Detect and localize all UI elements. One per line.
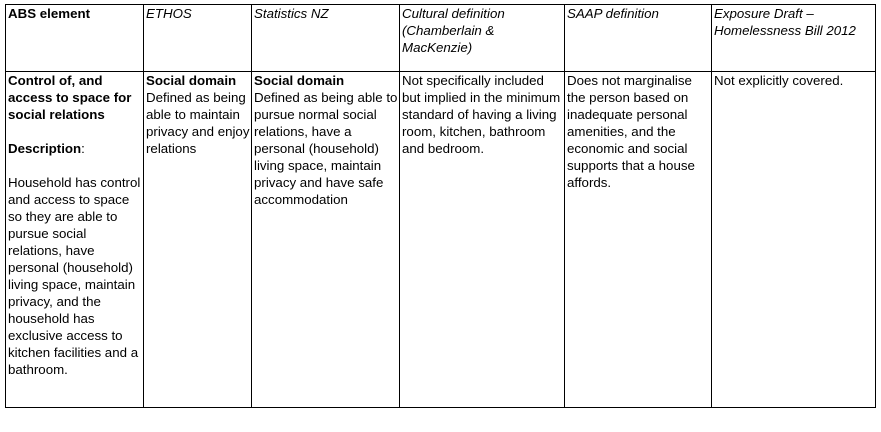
- cell-ethos: [144, 72, 252, 408]
- header-exposure-draft: Exposure Draft – Homelessness Bill 2012: [712, 5, 876, 72]
- table-header-row: [6, 5, 876, 72]
- description-text: Household has control and access to space so they are able to pursue social relations, have personal (household) living space, maintain privacy, and the household has exclusive access to kitchen facilities and a bathroom.: [8, 175, 141, 377]
- cell-abs-element: [6, 72, 144, 408]
- spacer: [8, 157, 143, 174]
- exposure-text: Not explicitly covered.: [714, 73, 844, 88]
- ethos-heading: Social domain: [146, 73, 237, 88]
- spacer: [8, 123, 143, 140]
- header-abs-element: ABS element: [6, 5, 144, 72]
- description-label: Description: [8, 141, 82, 156]
- header-cultural-definition: Cultural definition (Chamberlain & MacKenzie): [400, 5, 565, 72]
- header-statistics-nz: Statistics NZ: [252, 5, 400, 72]
- table-row: [6, 72, 876, 408]
- cell-statistics-nz: [252, 72, 400, 408]
- cell-exposure-draft: [712, 72, 876, 408]
- description-heading: [8, 140, 143, 157]
- ethos-text: Defined as being able to maintain privacy and enjoy relations: [146, 90, 250, 156]
- header-saap-definition: SAAP definition: [565, 5, 712, 72]
- saap-text: Does not marginalise the person based on inadequate personal amenities, and the economic and social supports that a house affords.: [567, 73, 695, 190]
- cultural-text: Not specifically included but implied in the minimum standard of having a living room, kitchen, bathroom and bedroom.: [402, 73, 561, 156]
- header-ethos: ETHOS: [144, 5, 252, 72]
- statsnz-text: Defined as being able to pursue normal social relations, have a personal (household) living space, maintain privacy and have safe accommodation: [254, 90, 398, 207]
- statsnz-heading: Social domain: [254, 73, 345, 88]
- description-colon: :: [81, 141, 85, 156]
- definitions-table: [5, 4, 876, 408]
- cell-saap-definition: [565, 72, 712, 408]
- abs-element-title: Control of, and access to space for social relations: [8, 73, 132, 122]
- cell-cultural-definition: [400, 72, 565, 408]
